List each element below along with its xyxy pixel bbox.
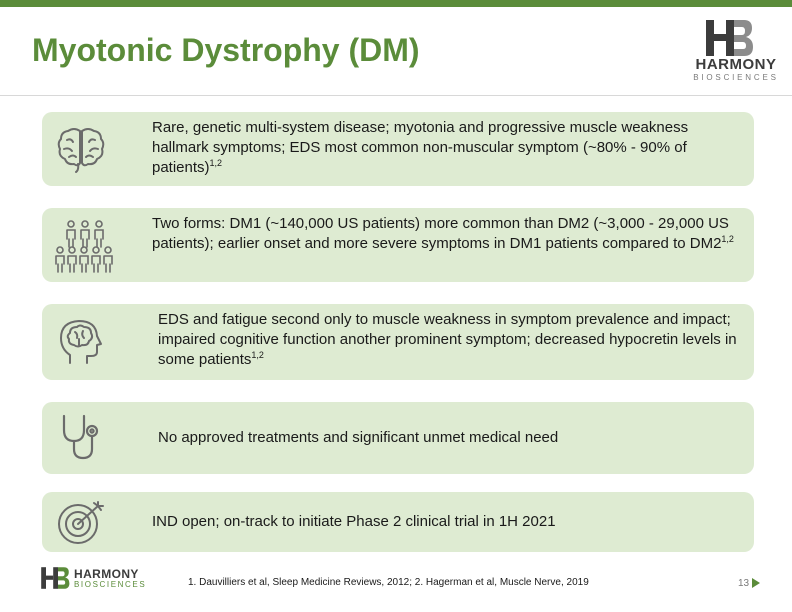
hb-logo-icon — [40, 566, 70, 590]
logo-wordmark: HARMONY — [74, 567, 139, 581]
harmony-logo-footer — [40, 566, 160, 592]
next-slide-arrow-icon[interactable] — [752, 578, 760, 588]
citation-superscript: 1,2 — [721, 234, 734, 244]
card-text: EDS and fatigue second only to muscle weakness in symptom prevalence and impact; impaired cognitive function another prominent symptom; decreased hypocretin levels in some patients$^{1,2}$ — [158, 311, 737, 368]
card-text: Rare, genetic multi-system disease; myotonia and progressive muscle weakness hallmark symptoms; EDS most common non-muscular symptom (~80% - 90% of patients)$^{1,2}$ — [152, 119, 689, 176]
fact-card-symptoms — [42, 304, 754, 380]
fact-card-unmet-need — [42, 402, 754, 474]
fact-card-disease-forms — [42, 208, 754, 282]
stethoscope-icon — [56, 413, 106, 461]
target-icon — [56, 498, 106, 546]
head-brain-icon — [56, 317, 106, 365]
fact-card-development-status — [42, 492, 754, 552]
card-text: IND open; on-track to initiate Phase 2 clinical trial in 1H 2021 — [152, 513, 556, 530]
logo-subtitle: BIOSCIENCES — [74, 580, 147, 589]
citation-superscript: 1,2 — [251, 350, 264, 360]
footnote-references: 1. Dauvilliers et al, Sleep Medicine Reviews, 2012; 2. Hagerman et al, Muscle Nerve, 2019 — [188, 577, 589, 588]
logo-subtitle: BIOSCIENCES — [693, 73, 779, 82]
hb-logo-icon — [704, 18, 754, 58]
card-text: No approved treatments and significant unmet medical need — [158, 429, 559, 446]
card-text: Two forms: DM1 (~140,000 US patients) more common than DM2 (~3,000 - 29,000 US patients); earlier onset and more severe symptoms in DM1 patients compared to DM2$^{1,2}$ — [152, 215, 734, 252]
citation-superscript: 1,2 — [209, 158, 223, 168]
harmony-logo-header — [690, 18, 780, 88]
page-title: Myotonic Dystrophy (DM) — [32, 32, 420, 68]
page-number: 13 — [738, 578, 750, 589]
logo-wordmark: HARMONY — [695, 56, 777, 73]
brain-icon — [56, 125, 106, 173]
people-group-icon — [54, 219, 116, 273]
top-accent-bar — [0, 0, 792, 7]
title-divider — [0, 95, 792, 96]
fact-card-disease-overview — [42, 112, 754, 186]
